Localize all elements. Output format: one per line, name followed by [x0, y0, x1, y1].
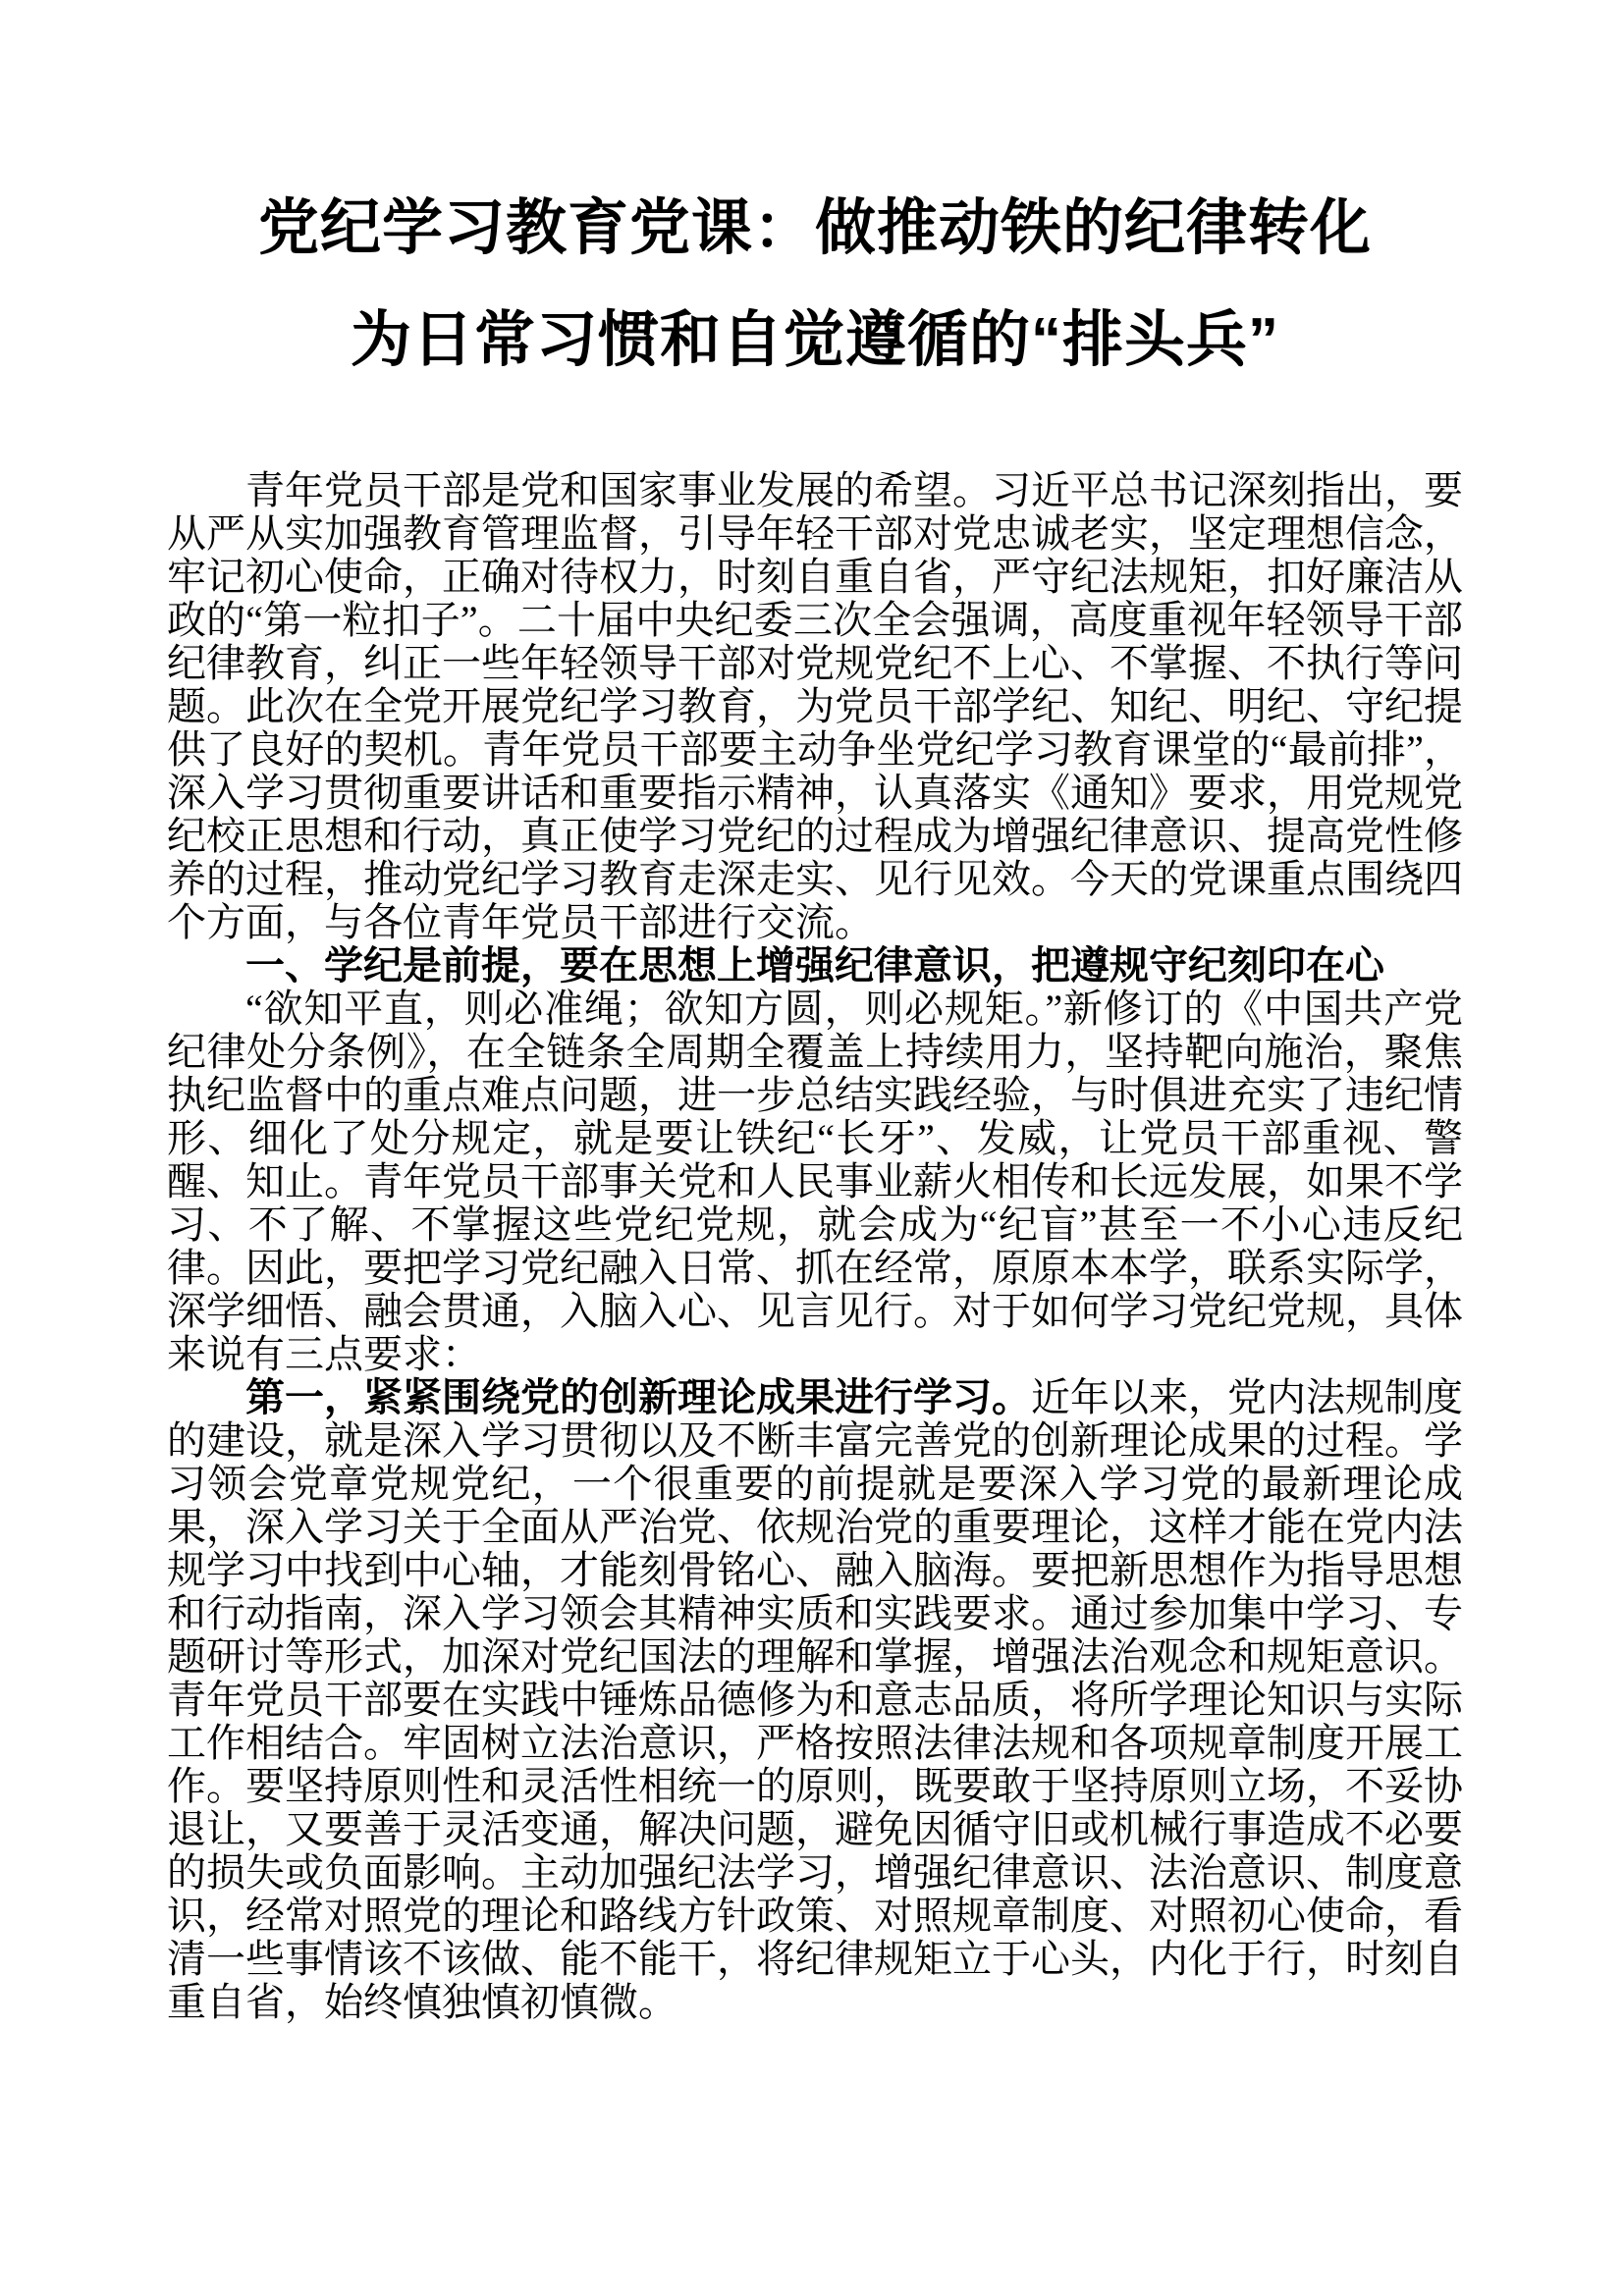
paragraph-intro: 青年党员干部是党和国家事业发展的希望。习近平总书记深刻指出，要从严从实加强教育管理监督，引导年轻干部对党忠诚老实，坚定理想信念，牢记初心使命，正确对待权力，时刻自重自省，严守纪法规矩，扣好廉洁从政的“第一粒扣子”。二十届中央纪委三次全会强调，高度重视年轻领导干部纪律教育，纠正一些年轻领导干部对党规党纪不上心、不掌握、不执行等问题。此次在全党开展党纪学习教育，为党员干部学纪、知纪、明纪、守纪提供了良好的契机。青年党员干部要主动争坐党纪学习教育课堂的“最前排”，深入学习贯彻重要讲话和重要指示精神，认真落实《通知》要求，用党规党纪校正思想和行动，真正使学习党纪的过程成为增强纪律意识、提高党性修养的过程，推动党纪学习教育走深走实、见行见效。今天的党课重点围绕四个方面，与各位青年党员干部进行交流。: [167, 468, 1463, 944]
section-1-heading: 一、学纪是前提，要在思想上增强纪律意识，把遵规守纪刻印在心: [245, 944, 1384, 988]
point-1-body: 近年以来，党内法规制度的建设，就是深入学习贯彻以及不断丰富完善党的创新理论成果的过程。学习领会党章党规党纪，一个很重要的前提就是要深入学习党的最新理论成果，深入学习关于全面从严治党、依规治党的重要理论，这样才能在党内法规学习中找到中心轴，才能刻骨铭心、融入脑海。要把新思想作为指导思想和行动指南，深入学习领会其精神实质和实践要求。通过参加集中学习、专题研讨等形式，加深对党纪国法的理解和掌握，增强法治观念和规矩意识。青年党员干部要在实践中锤炼品德修为和意志品质，将所学理论知识与实际工作相结合。牢固树立法治意识，严格按照法律法规和各项规章制度开展工作。要坚持原则性和灵活性相统一的原则，既要敢于坚持原则立场，不妥协退让，又要善于灵活变通，解决问题，避免因循守旧或机械行事造成不必要的损失或负面影响。主动加强纪法学习，增强纪律意识、法治意识、制度意识，经常对照党的理论和路线方针政策、对照规章制度、对照初心使命，看清一些事情该不该做、能不能干，将纪律规矩立于心头，内化于行，时刻自重自省，始终慎独慎初慎微。: [167, 1375, 1463, 2024]
document-title: [167, 173, 1463, 397]
document-title-line-1: 党纪学习教育党课：做推动铁的纪律转化: [257, 194, 1372, 262]
point-1-lead: 第一，紧紧围绕党的创新理论成果进行学习。: [245, 1376, 1031, 1419]
document-title-line-2: 为日常习惯和自觉遵循的“排头兵”: [350, 306, 1279, 374]
paragraph-point-1: [167, 1376, 1463, 2024]
paragraph-section-1: “欲知平直，则必准绳；欲知方圆，则必规矩。”新修订的《中国共产党纪律处分条例》，在全链条全周期全覆盖上持续用力，坚持靶向施治，聚焦执纪监督中的重点难点问题，进一步总结实践经验，与时俱进充实了违纪情形、细化了处分规定，就是要让铁纪“长牙”、发威，让党员干部重视、警醒、知止。青年党员干部事关党和人民事业薪火相传和长远发展，如果不学习、不了解、不掌握这些党纪党规，就会成为“纪盲”甚至一不小心违反纪律。因此，要把学习党纪融入日常、抓在经常，原原本本学，联系实际学，深学细悟、融会贯通，入脑入心、见言见行。对于如何学习党纪党规，具体来说有三点要求：: [167, 987, 1463, 1376]
